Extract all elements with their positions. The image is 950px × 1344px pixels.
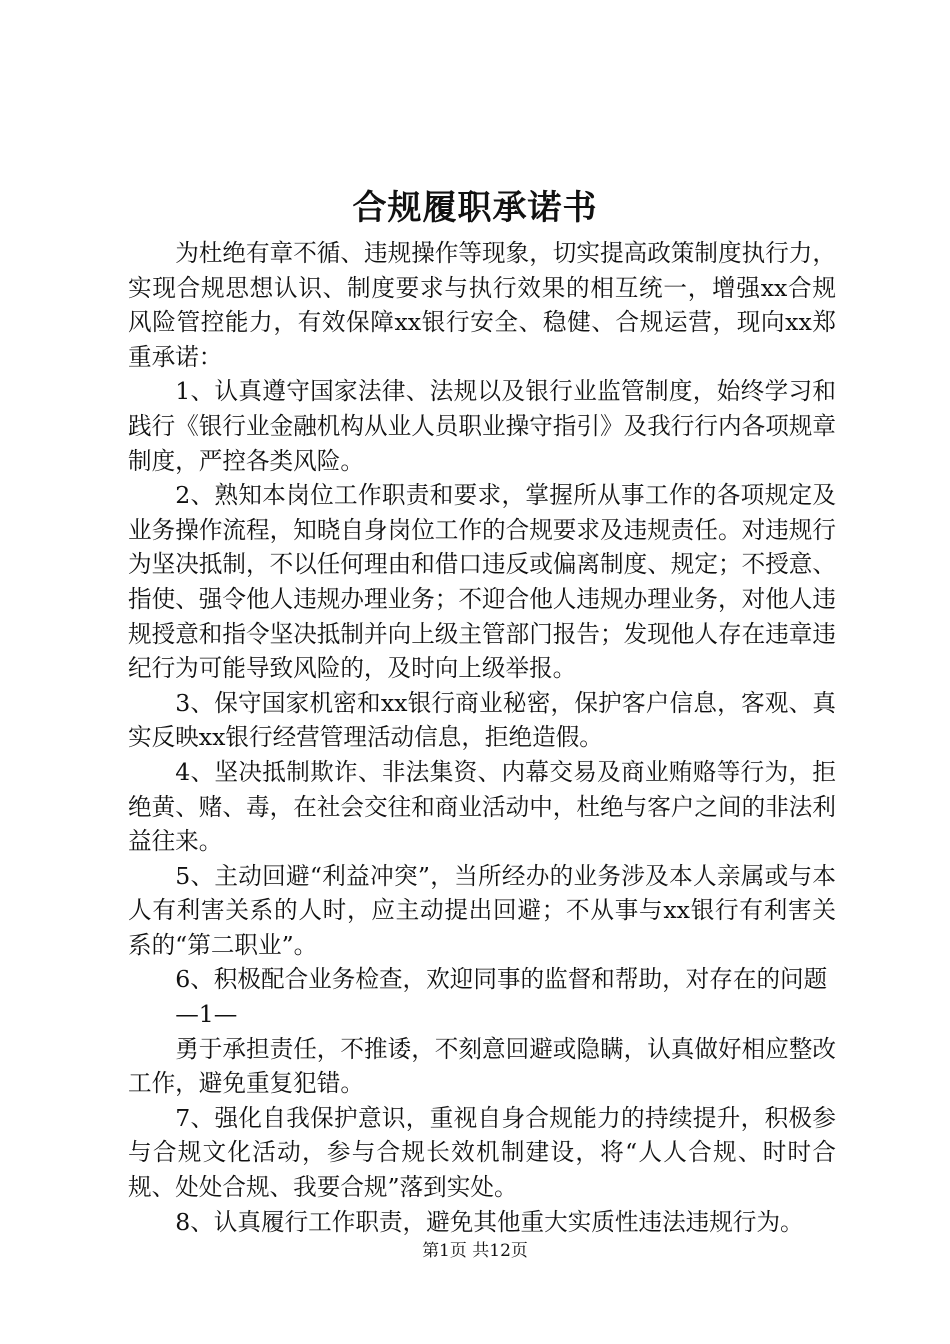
- inline-page-marker: —1—: [175, 1000, 238, 1029]
- paragraph-item-6-continued: 勇于承担责任，不推诿，不刻意回避或隐瞒，认真做好相应整改工作，避免重复犯错。: [128, 1034, 836, 1098]
- paragraph-item-1: 1、认真遵守国家法律、法规以及银行业监管制度，始终学习和践行《银行业金融机构从业人员职业操守指引》及我行行内各项规章制度，严控各类风险。: [128, 377, 836, 475]
- page-footer: 第1页 共12页: [422, 1241, 528, 1261]
- document-title: 合规履职承诺书: [352, 188, 598, 228]
- paragraph-item-4: 4、坚决抵制欺诈、非法集资、内幕交易及商业贿赂等行为，拒绝黄、赌、毒，在社会交往和商业活动中，杜绝与客户之间的非法利益往来。: [128, 757, 836, 856]
- paragraph-item-2: 2、熟知本岗位工作职责和要求，掌握所从事工作的各项规定及业务操作流程，知晓自身岗位工作的合规要求及违规责任。对违规行为坚决抵制，不以任何理由和借口违反或偏离制度、规定；不授意、指使、强令他人违规办理业务；不迎合他人违规办理业务，对他人违规授意和指令坚决抵制并向上级主管部门报告；发现他人存在违章违纪行为可能导致风险的，及时向上级举报。: [128, 481, 836, 683]
- paragraph-item-3: 3、保守国家机密和xx银行商业秘密，保护客户信息，客观、真实反映xx银行经营管理活动信息，拒绝造假。: [128, 688, 836, 752]
- paragraph-intro: 为杜绝有章不循、违规操作等现象，切实提高政策制度执行力，实现合规思想认识、制度要求与执行效果的相互统一，增强xx合规风险管控能力，有效保障xx银行安全、稳健、合规运营，现向xx郑重承诺：: [128, 239, 836, 371]
- document-body: [128, 236, 836, 1239]
- paragraph-item-6: 6、积极配合业务检查，欢迎同事的监督和帮助，对存在的问题: [175, 965, 828, 994]
- paragraph-item-7: 7、强化自我保护意识，重视自身合规能力的持续提升，积极参与合规文化活动，参与合规长效机制建设，将“人人合规、时时合规、处处合规、我要合规”落到实处。: [128, 1103, 836, 1202]
- paragraph-item-8: 8、认真履行工作职责，避免其他重大实质性违法违规行为。: [175, 1207, 804, 1236]
- paragraph-item-5: 5、主动回避“利益冲突”，当所经办的业务涉及本人亲属或与本人有利害关系的人时，应主动提出回避；不从事与xx银行有利害关系的“第二职业”。: [128, 861, 836, 959]
